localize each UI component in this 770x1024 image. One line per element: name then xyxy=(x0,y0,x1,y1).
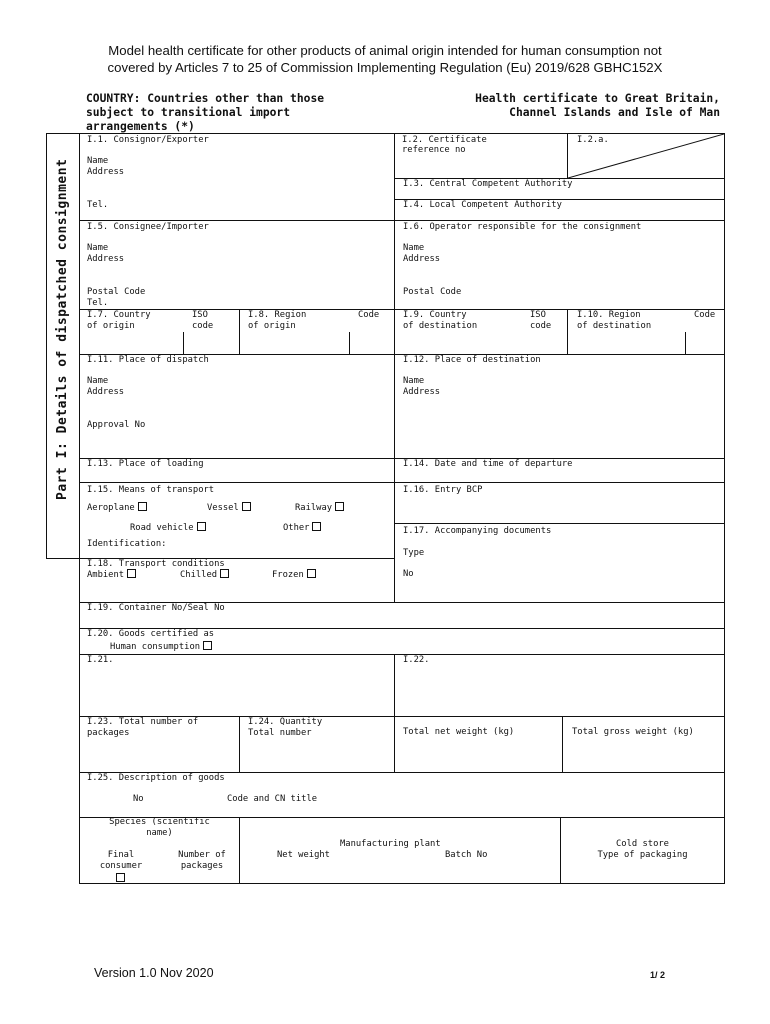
i2a-diagonal-line xyxy=(568,134,724,178)
goods-cold-store-column[interactable] xyxy=(560,817,725,884)
human-consumption-option[interactable] xyxy=(110,641,212,653)
box-i19[interactable] xyxy=(79,602,725,629)
frozen-checkbox[interactable] xyxy=(307,569,316,578)
certificate-header-line-1: Health certificate to Great Britain, xyxy=(475,92,720,105)
ambient-checkbox[interactable] xyxy=(127,569,136,578)
other-option[interactable] xyxy=(283,522,321,534)
i20-title: I.20. Goods certified as xyxy=(87,629,215,639)
type-of-packaging-header: Type of packaging xyxy=(597,850,688,860)
ambient-label: Ambient xyxy=(87,570,125,580)
i10-title: I.10. Region xyxy=(577,310,641,320)
box-i18[interactable] xyxy=(79,558,395,603)
aeroplane-checkbox[interactable] xyxy=(138,502,147,511)
i9-iso-label: ISO xyxy=(530,310,546,320)
i7-iso-label: ISO xyxy=(192,310,208,320)
i25-title: I.25. Description of goods xyxy=(87,773,225,783)
part-one-side-label: Part I: Details of dispatched consignment xyxy=(55,158,70,500)
box-i4[interactable] xyxy=(394,199,725,221)
ambient-option[interactable] xyxy=(87,569,136,581)
i8-title-2: of origin xyxy=(248,321,296,331)
i5-name-label: Name xyxy=(87,243,109,253)
i3-title: I.3. Central Competent Authority xyxy=(403,179,573,189)
road-vehicle-label: Road vehicle xyxy=(130,523,194,533)
i6-name-label: Name xyxy=(403,243,425,253)
i10-title-2: of destination xyxy=(577,321,652,331)
frozen-label: Frozen xyxy=(272,570,304,580)
batch-no-header: Batch No xyxy=(445,850,488,860)
i9-title: I.9. Country xyxy=(403,310,467,320)
vessel-checkbox[interactable] xyxy=(242,502,251,511)
human-consumption-label: Human consumption xyxy=(110,642,201,652)
i7-iso-label-2: code xyxy=(192,321,214,331)
other-label: Other xyxy=(283,523,310,533)
chilled-option[interactable] xyxy=(180,569,229,581)
i11-name-label: Name xyxy=(87,376,109,386)
number-of-packages-header-2: packages xyxy=(180,861,224,871)
box-i2[interactable] xyxy=(394,133,568,179)
net-weight-label: Total net weight (kg) xyxy=(403,727,515,737)
i5-tel-label: Tel. xyxy=(87,298,109,308)
box-i8[interactable] xyxy=(239,309,395,355)
title-line-2: covered by Articles 7 to 25 of Commission Implementing Regulation (Eu) 2019/628 GBHC152X xyxy=(107,60,663,75)
railway-checkbox[interactable] xyxy=(335,502,344,511)
box-i23[interactable] xyxy=(79,716,240,773)
gross-weight-label: Total gross weight (kg) xyxy=(572,727,694,737)
i1-name-label: Name xyxy=(87,156,109,166)
i5-address-label: Address xyxy=(87,254,125,264)
final-consumer-header-2: consumer xyxy=(99,861,143,871)
chilled-checkbox[interactable] xyxy=(220,569,229,578)
i5-postal-label: Postal Code xyxy=(87,287,146,297)
box-i13[interactable] xyxy=(79,458,395,483)
other-checkbox[interactable] xyxy=(312,522,321,531)
i1-address-label: Address xyxy=(87,167,125,177)
i13-title: I.13. Place of loading xyxy=(87,459,204,469)
final-consumer-checkbox[interactable] xyxy=(116,873,125,882)
country-line-3: arrangements (*) xyxy=(86,120,195,133)
document-title xyxy=(60,42,710,76)
box-i22[interactable] xyxy=(394,654,725,717)
box-i3[interactable] xyxy=(394,178,725,200)
railway-label: Railway xyxy=(295,503,333,513)
box-i9[interactable] xyxy=(394,309,568,355)
number-of-packages-header: Number of xyxy=(178,850,226,860)
manufacturing-plant-header: Manufacturing plant xyxy=(340,839,441,849)
box-i2a[interactable] xyxy=(567,133,725,179)
cold-store-header: Cold store xyxy=(616,839,669,849)
i1-title: I.1. Consignor/Exporter xyxy=(87,135,209,145)
i25-code-label: Code and CN title xyxy=(227,794,318,804)
box-i1[interactable] xyxy=(79,133,395,221)
certificate-header-line-2: Channel Islands and Isle of Man xyxy=(509,106,720,119)
title-line-1: Model health certificate for other products of animal origin intended for human consumption not xyxy=(108,43,662,58)
box-i5[interactable] xyxy=(79,220,395,310)
page-number: 1/ 2 xyxy=(650,970,666,980)
species-header: Species (scientific xyxy=(109,817,210,827)
i12-title: I.12. Place of destination xyxy=(403,355,541,365)
identification-label: Identification: xyxy=(87,539,167,549)
i22-title: I.22. xyxy=(403,655,430,665)
i4-title: I.4. Local Competent Authority xyxy=(403,200,562,210)
i18-title: I.18. Transport conditions xyxy=(87,559,225,569)
i1-tel-label: Tel. xyxy=(87,200,109,210)
species-header-2: name) xyxy=(146,828,173,838)
i11-approval-label: Approval No xyxy=(87,420,146,430)
vessel-option[interactable] xyxy=(207,502,251,514)
i7-title-2: of origin xyxy=(87,321,135,331)
aeroplane-label: Aeroplane xyxy=(87,503,135,513)
i10-code-label: Code xyxy=(694,310,716,320)
box-i7[interactable] xyxy=(79,309,240,355)
i23-title: I.23. Total number of xyxy=(87,717,199,727)
i2-title: I.2. Certificate xyxy=(402,135,487,145)
vessel-label: Vessel xyxy=(207,503,239,513)
box-i6[interactable] xyxy=(394,220,725,310)
i6-postal-label: Postal Code xyxy=(403,287,462,297)
box-i10[interactable] xyxy=(567,309,725,355)
i23-title-2: packages xyxy=(87,728,130,738)
aeroplane-option[interactable] xyxy=(87,502,147,514)
railway-option[interactable] xyxy=(295,502,344,514)
certificate-header xyxy=(475,92,720,120)
box-i17[interactable] xyxy=(394,523,725,603)
i11-address-label: Address xyxy=(87,387,125,397)
i17-type-label: Type xyxy=(403,548,425,558)
i8-code-label: Code xyxy=(358,310,380,320)
i25-no-label: No xyxy=(133,794,144,804)
country-line-1: COUNTRY: Countries other than those xyxy=(86,92,325,105)
box-gross-weight[interactable] xyxy=(562,716,725,773)
chilled-label: Chilled xyxy=(180,570,218,580)
i11-title: I.11. Place of dispatch xyxy=(87,355,209,365)
box-i15[interactable] xyxy=(79,482,395,559)
road-vehicle-checkbox[interactable] xyxy=(197,522,206,531)
i10-code-divider xyxy=(685,332,686,354)
i5-title: I.5. Consignee/Importer xyxy=(87,222,209,232)
version-label: Version 1.0 Nov 2020 xyxy=(94,966,214,980)
human-consumption-checkbox[interactable] xyxy=(203,641,212,650)
i6-title: I.6. Operator responsible for the consignment xyxy=(403,222,642,232)
i24-title: I.24. Quantity xyxy=(248,717,323,727)
i7-code-divider xyxy=(183,332,184,354)
i8-title: I.8. Region xyxy=(248,310,307,320)
i12-address-label: Address xyxy=(403,387,441,397)
i17-no-label: No xyxy=(403,569,414,579)
box-i14[interactable] xyxy=(394,458,725,483)
frozen-option[interactable] xyxy=(272,569,316,581)
i7-title: I.7. Country xyxy=(87,310,151,320)
box-net-weight[interactable] xyxy=(394,716,563,773)
i9-title-2: of destination xyxy=(403,321,478,331)
box-i16[interactable] xyxy=(394,482,725,524)
i19-title: I.19. Container No/Seal No xyxy=(87,603,225,613)
box-i11[interactable] xyxy=(79,354,395,459)
i2a-title: I.2.a. xyxy=(577,135,609,145)
i12-name-label: Name xyxy=(403,376,425,386)
i15-title: I.15. Means of transport xyxy=(87,485,215,495)
i9-iso-label-2: code xyxy=(530,321,552,331)
box-i20[interactable] xyxy=(79,628,725,655)
final-consumer-header: Final xyxy=(107,850,135,860)
box-i25[interactable] xyxy=(79,772,725,818)
i2-title-2: reference no xyxy=(402,145,466,155)
box-i21[interactable] xyxy=(79,654,395,717)
country-line-2: subject to transitional import xyxy=(86,106,291,119)
net-weight-header: Net weight xyxy=(277,850,330,860)
box-i12[interactable] xyxy=(394,354,725,459)
i6-address-label: Address xyxy=(403,254,441,264)
i24-title-2: Total number xyxy=(248,728,312,738)
i17-title: I.17. Accompanying documents xyxy=(403,526,552,536)
box-i24[interactable] xyxy=(239,716,395,773)
goods-species-column[interactable] xyxy=(79,817,240,884)
goods-plant-column[interactable] xyxy=(239,817,561,884)
country-header xyxy=(86,92,324,134)
road-vehicle-option[interactable] xyxy=(130,522,206,534)
i14-title: I.14. Date and time of departure xyxy=(403,459,573,469)
i16-title: I.16. Entry BCP xyxy=(403,485,483,495)
i21-title: I.21. xyxy=(87,655,114,665)
i8-code-divider xyxy=(349,332,350,354)
